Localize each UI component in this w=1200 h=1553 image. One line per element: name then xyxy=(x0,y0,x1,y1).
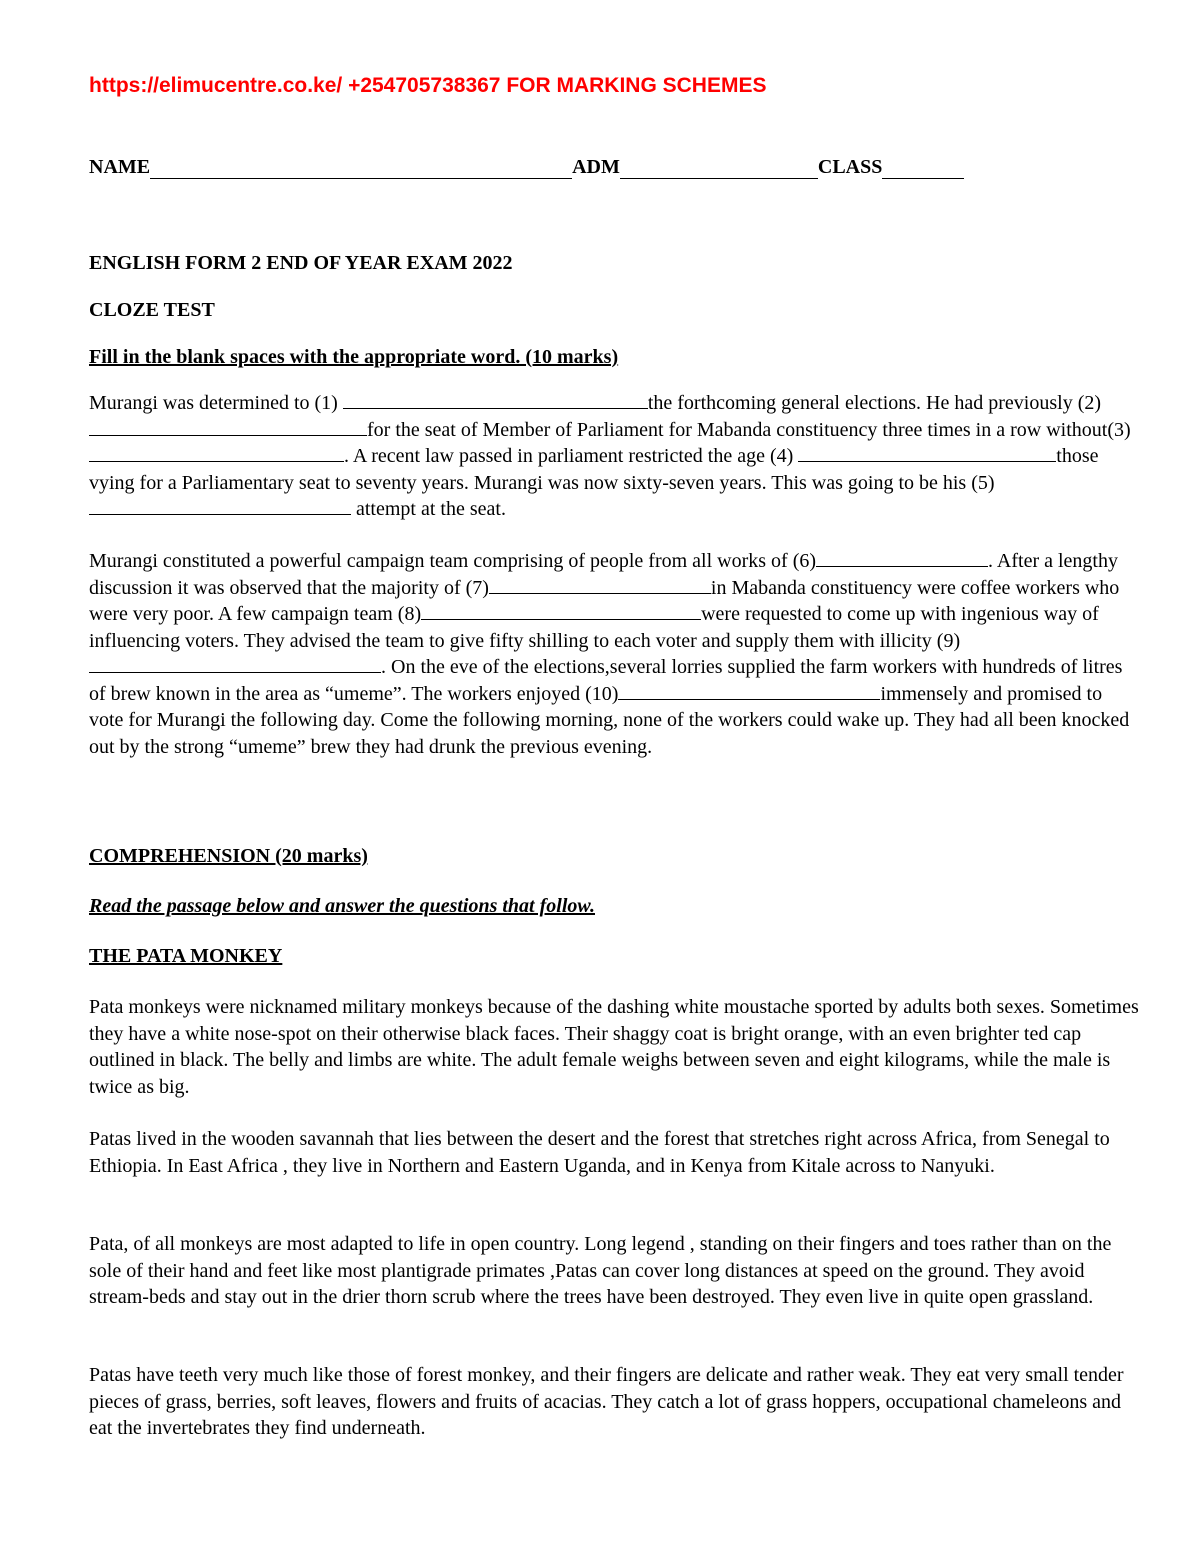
cloze-heading: CLOZE TEST xyxy=(89,299,215,321)
passage-title: THE PATA MONKEY xyxy=(89,945,283,967)
cloze-blank-9[interactable] xyxy=(89,654,381,673)
cloze-text: immensely and promised to vote for Murangi the following day. Come the following morning, none of the workers could wake up. They had all been knocked out by the strong “umeme” brew they had drunk the previous evening. xyxy=(89,682,1130,758)
name-label: NAME xyxy=(89,156,151,178)
cloze-text: Murangi was determined to (1) xyxy=(89,392,343,414)
cloze-blank-5[interactable] xyxy=(89,496,351,515)
cloze-instruction: Fill in the blank spaces with the appropriate word. (10 marks) xyxy=(89,346,619,368)
cloze-text: those vying for a Parliamentary seat to seventy years. Murangi was now sixty-seven years. This was going to be his (5) xyxy=(89,445,1099,494)
cloze-blank-7[interactable] xyxy=(489,575,711,594)
cloze-paragraph-1 xyxy=(89,390,1139,523)
passage-paragraph-1: Pata monkeys were nicknamed military monkeys because of the dashing white moustache sported by adults both sexes. Sometimes they have a white nose-spot on their otherwise black faces. Their shaggy coat is bright orange, with an even brighter ted cap outlined in black. The belly and limbs are white. The adult female weighs between seven and eight kilograms, while the male is twice as big. xyxy=(89,996,1139,1098)
cloze-text: in Mabanda constituency were coffee workers who were very poor. A few campaign team (8) xyxy=(89,576,1120,625)
cloze-blank-3[interactable] xyxy=(89,443,344,462)
cloze-text: . On the eve of the elections,several lorries supplied the farm workers with hundreds of litres of brew known in the area as “umeme”. The workers enjoyed (10) xyxy=(89,656,1123,705)
cloze-text: for the seat of Member of Parliament for Mabanda constituency three times in a row without(3) xyxy=(367,418,1131,441)
cloze-blank-6[interactable] xyxy=(816,548,988,567)
cloze-blank-8[interactable] xyxy=(421,601,701,620)
name-blank[interactable] xyxy=(150,158,572,179)
passage-paragraph-3: Pata, of all monkeys are most adapted to life in open country. Long legend , standing on their fingers and toes rather than on the sole of their hand and feet like most plantigrade primates ,Patas can cover long distances at speed on the ground. They avoid stream-beds and stay out in the drier thorn scrub where the trees have been destroyed. They even live in quite open grassland. xyxy=(89,1233,1112,1308)
adm-blank[interactable] xyxy=(620,158,818,179)
cloze-blank-4[interactable] xyxy=(798,443,1056,462)
cloze-paragraph-2 xyxy=(89,548,1139,760)
cloze-text: the forthcoming general elections. He had previously (2) xyxy=(647,392,1102,414)
exam-title: ENGLISH FORM 2 END OF YEAR EXAM 2022 xyxy=(89,252,513,274)
comprehension-instruction: Read the passage below and answer the questions that follow. xyxy=(89,895,595,917)
cloze-blank-10[interactable] xyxy=(618,681,880,700)
comprehension-heading: COMPREHENSION (20 marks) xyxy=(89,845,368,867)
cloze-text: . After a lengthy discussion it was observed that the majority of (7) xyxy=(89,550,1118,599)
student-details-line xyxy=(89,156,964,179)
adm-label: ADM xyxy=(572,156,620,178)
passage-paragraph-2: Patas lived in the wooden savannah that lies between the desert and the forest that stretches right across Africa, from Senegal to Ethiopia. In East Africa , they live in Northern and Eastern Uganda, and in Kenya from Kitale across to Nanyuki. xyxy=(89,1128,1110,1177)
marking-scheme-link[interactable]: https://elimucentre.co.ke/ +254705738367 FOR MARKING SCHEMES xyxy=(89,74,767,97)
cloze-text: attempt at the seat. xyxy=(351,498,506,520)
class-label: CLASS xyxy=(817,156,883,178)
class-blank[interactable] xyxy=(882,158,964,179)
cloze-text: Murangi constituted a powerful campaign team comprising of people from all works of (6) xyxy=(89,550,817,572)
cloze-text: . A recent law passed in parliament restricted the age (4) xyxy=(344,445,799,467)
passage-paragraph-4: Patas have teeth very much like those of forest monkey, and their fingers are delicate and rather weak. They eat very small tender pieces of grass, berries, soft leaves, flowers and fruits of acacias. They catch a lot of grass hoppers, occupational chameleons and eat the invertebrates they find underneath. xyxy=(89,1364,1124,1439)
cloze-blank-2[interactable] xyxy=(89,417,367,436)
cloze-text: were requested to come up with ingenious way of influencing voters. They advised the team to give fifty shilling to each voter and supply them with illicity (9) xyxy=(89,603,1099,652)
cloze-blank-1[interactable] xyxy=(343,390,648,409)
